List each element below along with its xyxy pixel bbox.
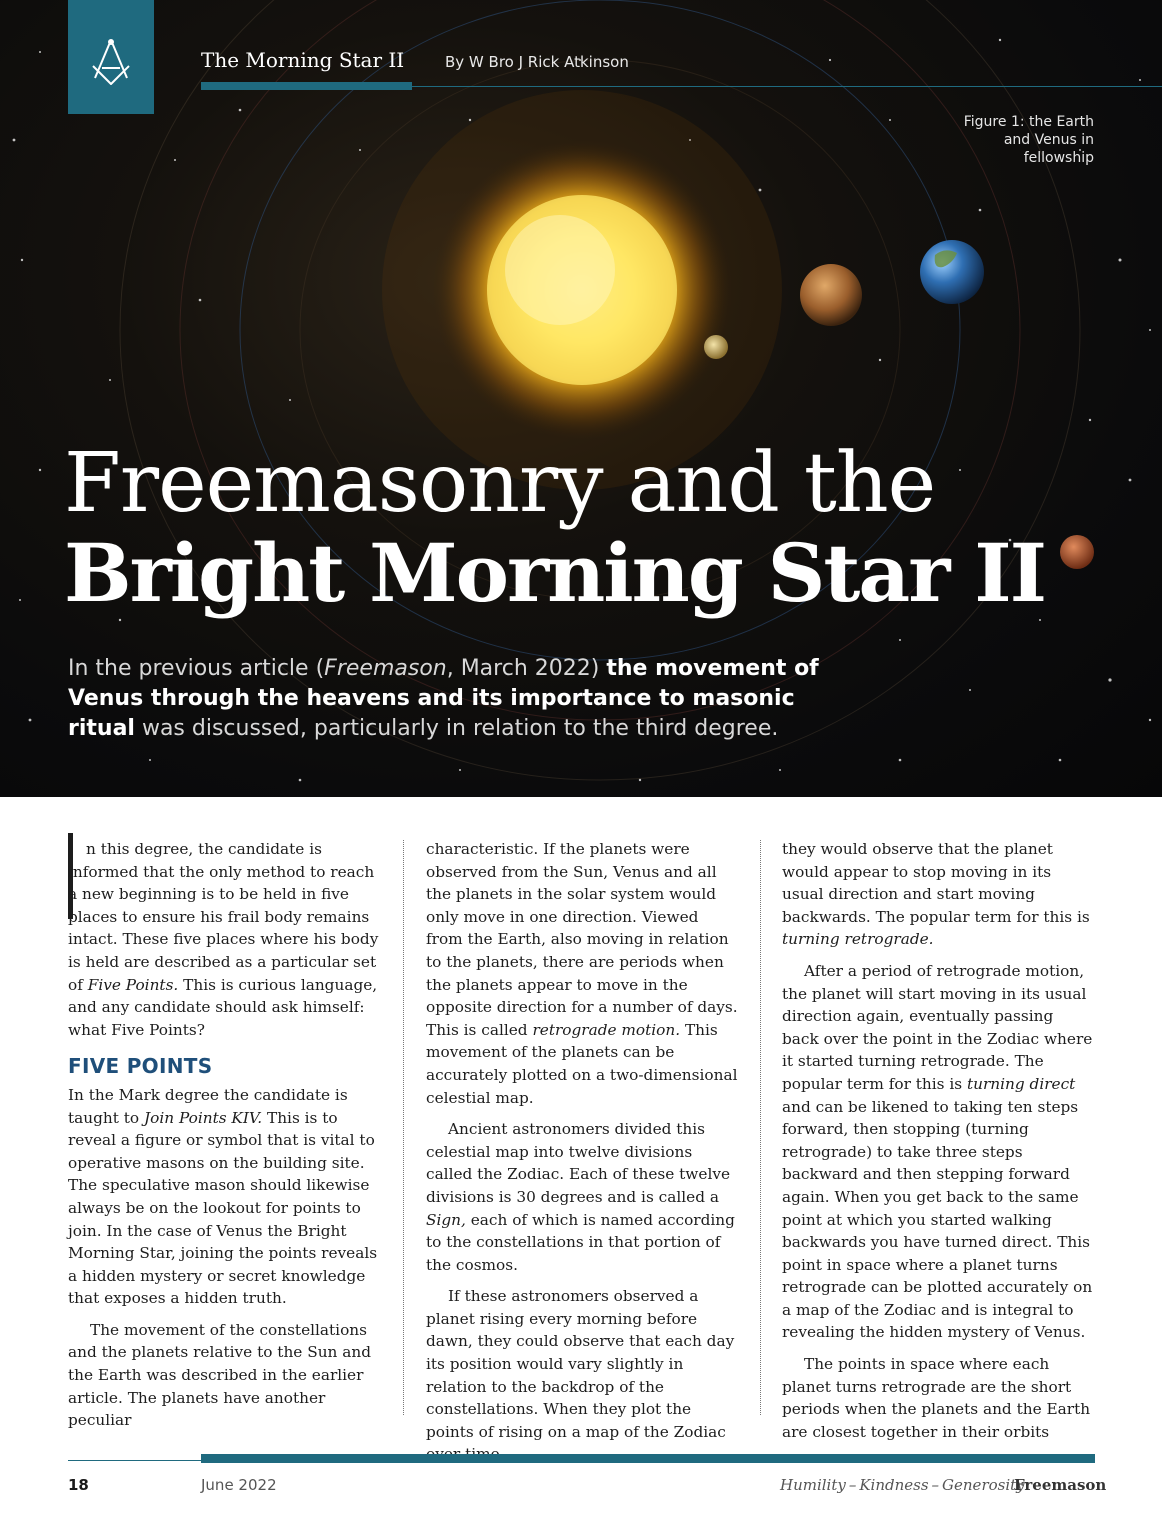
paragraph: The points in space where each planet turns retrograde are the short periods when the planets and the Earth are closest together in their orbits — [782, 1355, 1091, 1441]
column-divider — [760, 840, 761, 1415]
paragraph: Ancient astronomers divided this celestial map into twelve divisions called the Zodiac. Each of these twelve divisions is 30 degrees and is called a Sign, each of which is named according to the constellations in that portion of the cosmos. — [426, 1120, 735, 1274]
series-accent-bar — [201, 82, 412, 90]
standfirst-text: was discussed, particularly in relation to the third degree. — [134, 716, 779, 741]
standfirst — [68, 654, 858, 744]
standfirst-text: , March 2022) — [446, 656, 607, 681]
paragraph: characteristic. If the planets were observed from the Sun, Venus and all the planets in the solar system would only move in one direction. Viewed from the Earth, also moving in relation to the planets, there are periods when the planets appear to move in the opposite direction for a number of days. This is called retrograde motion. This movement of the planets can be accurately plotted on a two-dimensional celestial map. — [426, 840, 738, 1107]
standfirst-text: In the previous article ( — [68, 656, 325, 681]
figure-caption: Figure 1: the Earth and Venus in fellowship — [963, 114, 1094, 166]
column-divider — [403, 840, 404, 1415]
paragraph: they would observe that the planet would appear to stop moving in its usual direction and start moving backwards. The popular term for this is turning retrograde. — [782, 840, 1090, 949]
paragraph: If these astronomers observed a planet rising every morning before dawn, they could observe that each day its position would vary slightly in relation to the backdrop of the constellations. When they plot the points of rising on a map of the Zodiac — [426, 1287, 735, 1441]
article-column-1 — [68, 838, 380, 1432]
motto: Humility – Kindness – Generosity — [780, 1476, 1025, 1494]
byline: By W Bro J Rick Atkinson — [445, 53, 629, 71]
page-number: 18 — [68, 1476, 89, 1494]
section-heading: FIVE POINTS — [68, 1054, 213, 1079]
headline-line-2: Bright Morning Star II — [64, 526, 1046, 620]
headline-line-1: Freemasonry and the — [64, 436, 936, 531]
standfirst-emphasis: the movement of Venus through the heavens and its importance to masonic ritual — [68, 656, 819, 741]
magazine-name: Freemason — [1014, 1476, 1107, 1494]
issue-date: June 2022 — [201, 1476, 277, 1494]
paragraph: n this degree, the candidate is informed that the only method to reach a new beginning is to be held in five places to ensure his frail body remains intact. These five places where his body is held are described as a particular set of Five Points. This is curious language, and any candidate should ask himself: what Five Points? — [68, 840, 379, 1039]
paragraph: In the Mark degree the candidate is taught to Join Points KIV. This is to reveal a figure or symbol that is vital to operative masons on the building site. The speculative mason should likewise always be on the lookout for points to join. In the case of Venus the Bright Morning Star, joining the points reveals a hidden mystery or secret knowledge that exposes a hidden truth. — [68, 1085, 378, 1308]
footer-rule — [68, 1460, 201, 1461]
paragraph: After a period of retrograde motion, the planet will start moving in its usual direction again, eventually passing back over the point in the Zodiac where it started turning retrograde. The popular term for this is turning direct and can be likened to taking ten steps forward, then stopping (turning retrograde) to take three steps backward and then stepping forward again. When you get back to the same point at which you started walking backwards you have turned direct. This point in space where a planet turns retrograde can be plotted accurately on a map of the Zodiac and is integral to revealing the hidden mystery of Venus. — [782, 961, 1093, 1342]
article-column-2 — [426, 838, 738, 1466]
logo-box — [68, 0, 154, 114]
paragraph: The movement of the constellations and the planets relative to the Sun and the Earth was described in the earlier article. The planets have another peculiar — [68, 1320, 372, 1430]
header-rule — [412, 86, 1162, 87]
standfirst-publication: Freemason — [324, 656, 447, 681]
square-and-compasses-icon — [90, 38, 132, 86]
series-title: The Morning Star II — [201, 48, 405, 72]
footer-accent-bar — [201, 1454, 1095, 1463]
article-column-3 — [782, 838, 1094, 1443]
